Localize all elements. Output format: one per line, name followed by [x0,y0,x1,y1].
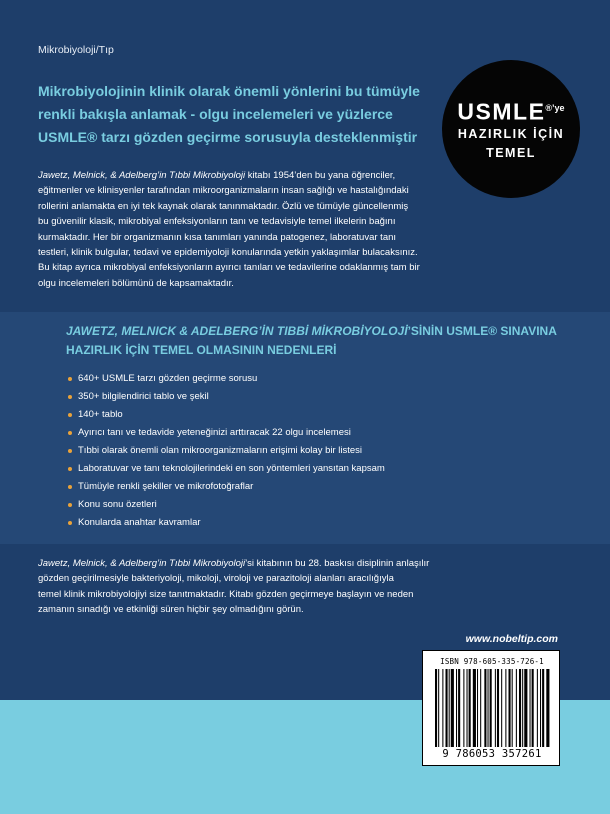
headline [38,80,428,149]
intro-line: bu güvenilir klasik, mikrobiyal enfeksiyonların tanı ve tedavisiyle temel ilkelerin bağını [38,216,396,228]
book-title: Jawetz, Melnick, & Adelberg’in Tıbbi Mikrobiyoloji [38,170,246,181]
closing-book-title: Jawetz, Melnick, & Adelberg’in Tıbbi Mikrobiyoloji [38,558,246,569]
closing-line: gözden geçirilmesiyle bakteriyoloji, mikoloji, viroloji ve parazitoloji alanları aracılığıyla [38,573,394,585]
reasons-list [68,370,385,532]
intro-text: kitabı 1954’den bu yana öğrenciler, [245,170,396,181]
closing-paragraph [38,556,468,618]
closing-text: ’si kitabının bu 28. baskısı disiplinin anlaşılır [245,558,430,569]
intro-line: Bu kitap ayrıca mikrobiyal enfeksiyonların ayırıcı tanıları ve tedavilerine odaklanmış tam bir [38,262,420,274]
barcode-digits: 9 786053 357261 [442,748,542,760]
publisher-website[interactable]: www.nobeltip.com [465,633,558,645]
intro-line: olgu incelemeleri bölümünü de kapsamaktadır. [38,277,234,289]
list-item: 140+ tablo [68,406,385,424]
list-item: 350+ bilgilendirici tablo ve şekil [68,388,385,406]
intro-line: rollerini anlamakta en iyi tek kaynak olarak tanınmaktadır. Özlü ve tümüyle güncellenmiş [38,200,409,212]
closing-line: temel klinik mikrobiyolojiyi size tanıtmaktadır. Kitabı gözden geçirmeye başlayın ve neden [38,588,414,600]
panel-title-book: JAWETZ, MELNICK & ADELBERG’İN TIBBİ MİKROBİYOLOJİ [66,324,408,338]
intro-line: testleri, klinik bulgular, tedavi ve epidemiyoloji konularında yetkin yaklaşımlar bulacaksınız. [38,247,418,259]
closing-line: zamanın sınadığı ve etkinliği süren hiçbir şey olmadığını görün. [38,604,304,616]
barcode-icon [433,669,551,747]
panel-title-line: HAZIRLIK İÇİN TEMEL OLMASININ NEDENLERİ [66,343,337,357]
list-item: Laboratuvar ve tanı teknolojilerindeki en son yöntemleri yansıtan kapsam [68,460,385,478]
intro-paragraph [38,168,456,291]
intro-line [38,168,456,183]
category-label: Mikrobiyoloji/Tıp [38,44,114,56]
closing-line [38,556,468,571]
list-item: 640+ USMLE tarzı gözden geçirme sorusu [68,370,385,388]
panel-title-line [66,322,586,341]
headline-line: USMLE® tarzı gözden geçirme sorusuyla desteklenmiştir [38,129,418,145]
list-item: Ayırıcı tanı ve tedavide yeteneğinizi arttıracak 22 olgu incelemesi [68,424,385,442]
headline-line: Mikrobiyolojinin klinik olarak önemli yönlerini bu tümüyle [38,83,420,99]
badge-title [457,95,564,125]
panel-title [66,322,586,360]
badge-subtitle-2: TEMEL [486,145,536,160]
panel-title-rest: ’SİNİN USMLE® SINAVINA [407,324,557,338]
badge-subtitle: HAZIRLIK İÇİN [457,126,565,141]
usmle-badge [442,60,580,198]
list-item: Konu sonu özetleri [68,496,385,514]
list-item: Tümüyle renkli şekiller ve mikrofotoğraflar [68,478,385,496]
intro-line: eğitmenler ve klinisyenler tarafından mikroorganizmaların insan sağlığı ve hastalığındaki [38,185,409,197]
badge-usmle: USMLE [457,98,546,125]
intro-line: kurmaktadır. Her bir organizmanın kısa tanımları yanında patogenez, laboratuvar tanı [38,231,397,243]
isbn-barcode [422,650,560,766]
headline-line: renkli bakışla anlamak - olgu incelemeleri ve yüzlerce [38,106,393,122]
badge-suffix: ®’ye [545,103,565,114]
isbn-number: ISBN 978-605-335-726-1 [440,657,544,666]
list-item: Tıbbi olarak önemli olan mikroorganizmaların erişimi kolay bir listesi [68,442,385,460]
list-item: Konularda anahtar kavramlar [68,514,385,532]
